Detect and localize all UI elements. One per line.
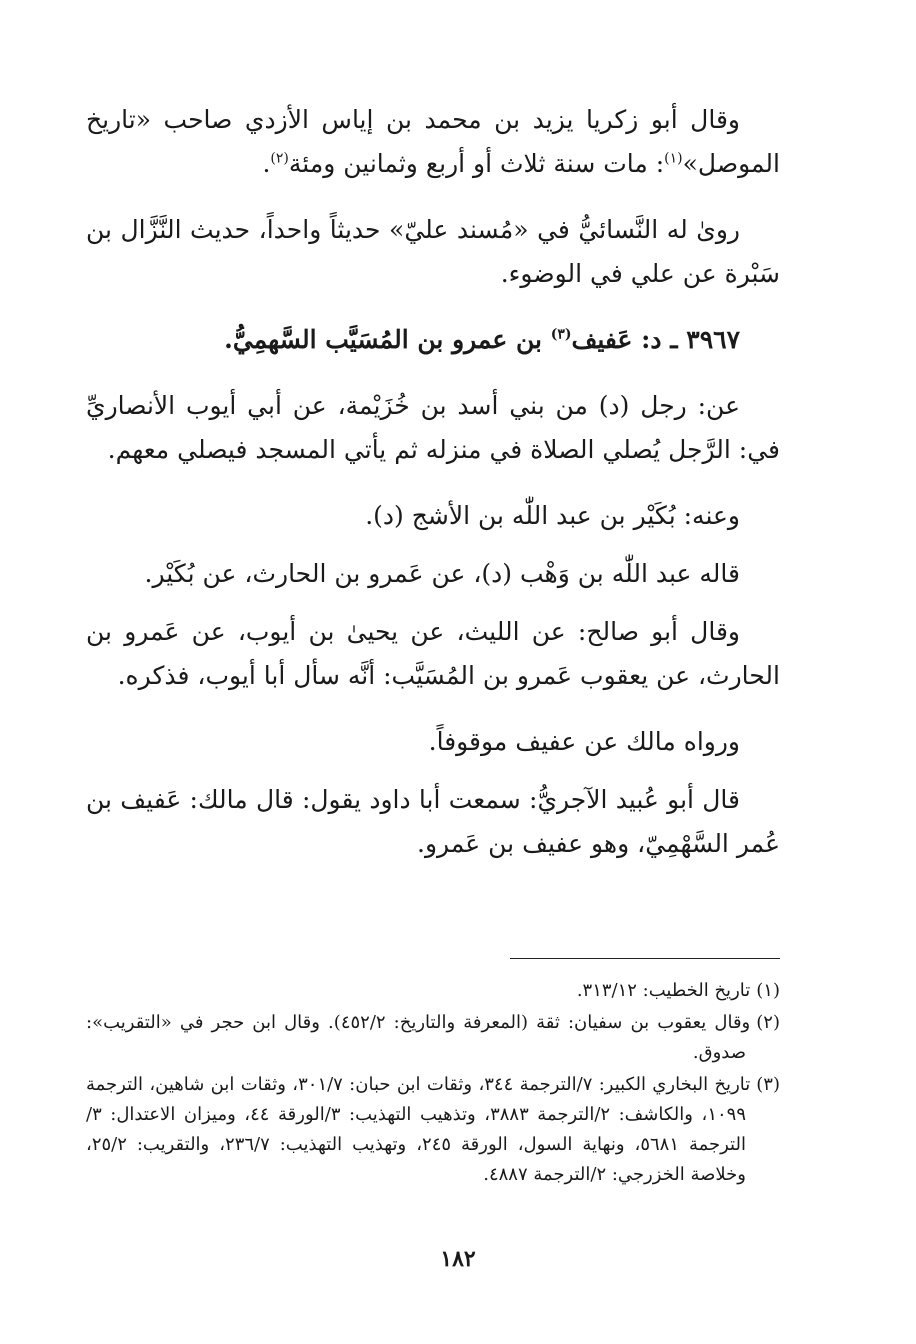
paragraph-1-part-c: . [262,149,271,178]
footnote-number: (٣) [756,1074,780,1095]
paragraph-abu-salih: وقال أبو صالح: عن الليث، عن يحيىٰ بن أيوب، عن عَمرو بن الحارث، عن يعقوب عَمرو بن المُسَيَّب: أنَّه سأل أبا أيوب، فذكره. [86,617,780,690]
footnote-3 [86,1070,780,1190]
footnote-text: تاريخ الخطيب: ٣١٣/١٢. [576,980,751,1001]
paragraph-1-part-b: : مات سنة ثلاث أو أربع وثمانين ومئة [288,149,665,178]
entry-heading-part-b: بن عمرو بن المُسَيَّب السَّهمِيُّ. [224,325,551,354]
footnote-ref-1: (١) [664,150,683,167]
paragraph-narrated-from: عن: رجل (د) من بني أسد بن خُزَيْمة، عن أبي أيوب الأنصاريِّ في: الرَّجل يُصلي الصلاة في منزله ثم يأتي المسجد فيصلي معهم. [86,391,780,464]
page-number: ١٨٢ [440,1246,476,1272]
footnote-divider [510,958,780,959]
paragraph-malik: ورواه مالك عن عفيف موقوفاً. [428,727,740,756]
paragraph-ajurri: قال أبو عُبيد الآجريُّ: سمعت أبا داود يقول: قال مالك: عَفيف بن عُمر السَّهْمِيّ، وهو عفيف بن عَمرو. [86,785,780,858]
paragraph-narrated-by: وعنه: بُكَيْر بن عبد اللّٰه بن الأشج (د). [365,501,740,530]
footnote-2 [86,1008,780,1068]
footnote-number: (١) [756,980,780,1001]
footnote-1 [86,976,780,1006]
footnote-ref-2: (٢) [270,150,289,167]
footnote-number: (٢) [756,1012,780,1033]
paragraph-1-part-a: وقال أبو زكريا يزيد بن محمد بن إياس الأزدي صاحب «تاريخ الموصل» [86,105,780,178]
footnote-text: تاريخ البخاري الكبير: ٧/الترجمة ٣٤٤، وثقات ابن حبان: ٣٠١/٧، وثقات ابن شاهين، الترجمة ١٠٩٩، والكاشف: ٢/الترجمة ٣٨٨٣، وتذهيب التهذيب: ٣/الورقة ٤٤، وميزان الاعتدال: ٣/الترجمة ٥٦٨١، ونهاية السول، الورقة ٢٤٥، وتهذيب التهذيب: ٢٣٦/٧، والتقريب: ٢٥/٢، وخلاصة الخزرجي: ٢/الترجمة ٤٨٨٧. [86,1074,751,1185]
paragraph-2: روىٰ له النَّسائيُّ في «مُسند عليّ» حديثاً واحداً، حديث النَّزَّال بن سَبْرة عن علي في الوضوء. [86,215,780,288]
paragraph-said-by: قاله عبد اللّٰه بن وَهْب (د)، عن عَمرو بن الحارث، عن بُكَيْر. [144,559,740,588]
footnotes [86,976,780,1192]
paragraph-1 [86,98,780,186]
entry-heading [86,318,780,362]
main-text [86,98,780,888]
footnote-text: وقال يعقوب بن سفيان: ثقة (المعرفة والتاريخ: ٤٥٢/٢). وقال ابن حجر في «التقريب»: صدوق. [86,1012,751,1063]
entry-heading-part-a: ٣٩٦٧ ـ د: عَفيف [571,325,740,354]
footnote-ref-3: (٣) [550,326,572,343]
